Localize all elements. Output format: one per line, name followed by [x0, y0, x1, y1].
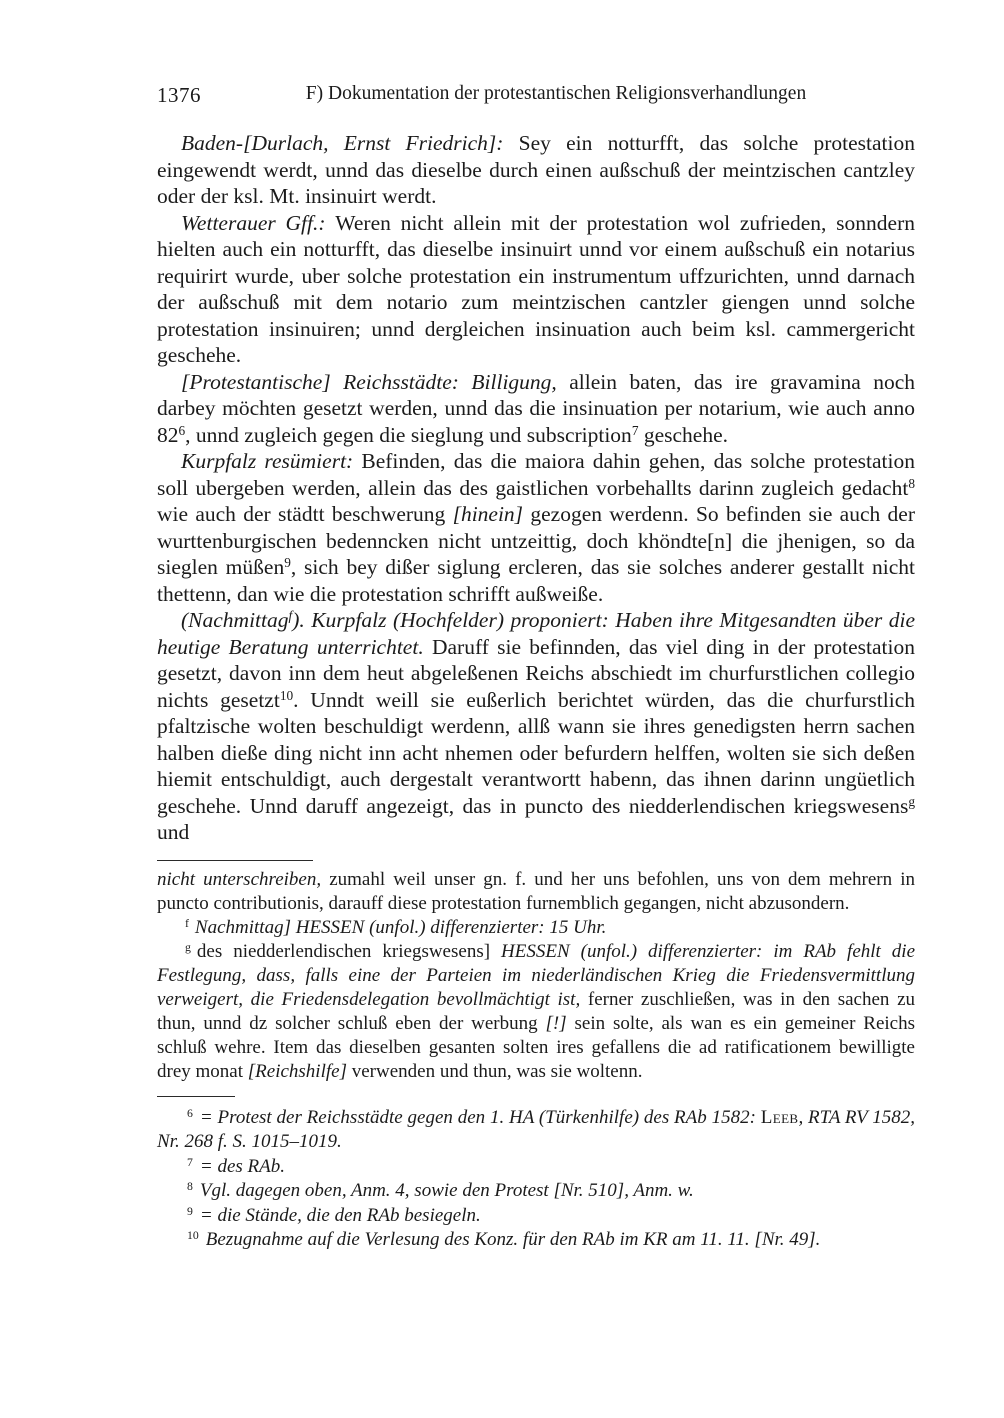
text-run: Bezugnahme auf die Verlesung des Konz. für den RAb im KR am 11. 11. [Nr. 49].	[205, 1229, 821, 1250]
text-run: Kurpfalz resümiert:	[181, 449, 362, 473]
text-run: 10	[279, 687, 294, 703]
footnote-number: 10	[187, 1229, 199, 1243]
running-head: F) Dokumentation der protestantischen Religionsverhandlungen	[305, 83, 807, 104]
page-number: 1376	[157, 83, 201, 107]
text-run: Wetterauer Gff.:	[181, 210, 336, 235]
text-run: geschehe.	[638, 422, 729, 447]
paragraph	[157, 369, 915, 449]
text-run: Daruff sie befinnden, das viel ding in der protestation gesetzt, davon inn dem heut abgeleßenen Reichs abschiedt im churfurstlichen collegio nichts gesetzt	[157, 634, 915, 712]
apparatus-note	[157, 940, 915, 1084]
running-head-row	[157, 83, 915, 109]
text-run: , sich bey dißer siglung ercleren, das sie solches anderer gestallt nicht thettenn, dan wie die protestation schrifft außweiße.	[157, 555, 915, 606]
footnote-number: 9	[187, 1204, 193, 1218]
text-run: Vgl. dagegen oben, Anm. 4, sowie den Protest [Nr. 510], Anm. w.	[199, 1180, 694, 1201]
text-run: Nachmittag] HESSEN (unfol.) differenzierter: 15 Uhr.	[194, 916, 607, 938]
text-run: und	[157, 820, 190, 844]
text-run: allein baten, das ire gravamina noch darbey möchten gesetzt werden, unnd das die insinuation per notarium, wie auch anno 82	[157, 369, 915, 447]
footnote-number: 8	[187, 1180, 193, 1194]
footnote	[157, 1106, 915, 1155]
text-run: = Protest der Reichsstädte gegen den 1. HA (Türkenhilfe) des RAb 1582:	[199, 1106, 761, 1128]
apparatus-note	[157, 916, 915, 940]
text-run: nicht unterschreiben,	[157, 868, 330, 890]
text-run: Leeb	[760, 1106, 799, 1128]
text-run: , RTA RV 1582, Nr. 268 f. S. 1015–1019.	[157, 1106, 915, 1152]
apparatus-notes	[157, 868, 915, 1084]
text-run: 7	[631, 422, 639, 438]
apparatus-note-letter: f	[185, 916, 189, 930]
apparatus-note-letter: g	[185, 940, 191, 954]
apparatus-continuation	[157, 868, 915, 916]
text-run: [hinein]	[452, 502, 524, 526]
text-run: gezogen werdenn. So befinden sie auch der wurttenburgischen bedenncken nicht untzeittig, doch khöndte[n] die jhenigen, so da sieglen müßen	[157, 502, 916, 579]
text-run: 6	[178, 422, 186, 438]
text-run: [Protestantische] Reichsstädte: Billigung,	[181, 369, 570, 394]
footnote	[157, 1155, 915, 1180]
apparatus-separator-rule	[157, 860, 313, 861]
text-run: , unnd zugleich gegen die sieglung und subscription	[185, 422, 632, 447]
text-run: g	[908, 793, 915, 809]
footnote	[157, 1179, 915, 1204]
text-run: Weren nicht allein mit der protestation wol zufrieden, sonndern hielten auch ein notturfft, das dieselbe insinuirt unnd vor einem außschuß ein notarius requirirt wurde, uber solche protestation ein instrumentum uffzurichten, unnd darnach der außschuß mit dem notario zum meintzischen cantzler giengen unnd solche protestation insinuiren; unnd dergleichen insinuation auch beim ksl. cammergericht geschehe.	[157, 210, 915, 367]
text-run: [Reichshilfe]	[247, 1060, 347, 1082]
footnote	[157, 1228, 915, 1253]
text-run: ferner zuschließen, was in den sachen zu thun, unnd dz solcher schluß eben der werbung	[157, 988, 915, 1034]
text-run: Sey ein notturfft, das solche protestation eingewendt werdt, unnd das dieselbe durch einen außschuß der meintzischen cantzley oder der ksl. Mt. insinuirt werdt.	[157, 131, 915, 208]
footnote-number: 7	[187, 1155, 193, 1169]
text-run: zumahl weil unser gn. f. und her uns befohlen, uns von dem mehrern in puncto contributionis, darauff diese protestation furnemblich gegangen, nicht abzusondern.	[157, 868, 915, 914]
footnote	[157, 1204, 915, 1229]
text-run: Befinden, das die maiora dahin gehen, das solche protestation soll ubergeben werden, allein das des gaistlichen vorbehallts darinn zugleich gedacht	[157, 449, 915, 500]
text-run: HESSEN (unfol.) differenzierter: im RAb fehlt die Festlegung, dass, falls eine der Parteien im niederländischen Krieg die Friedensvermittlung verweigert, die Friedensdelegation bevollmächtigt ist,	[157, 940, 916, 1010]
text-run: . Unndt weill sie eußerlich berichtet würden, das die churfurstlich pfaltzische wolten beschuldigt werdenn, allß wann sie ihres genedigsten herrn sachen halben dieße ding nicht inn acht nhemen oder befurdern helffen, wolten sie sich deßen hiemit entschuldigt, auch dergestalt verantwortt habenn, das ihnen darinn ungüetlich geschehe. Unnd daruff angezeigt, das in puncto des niedderlendischen kriegswesens	[157, 687, 915, 818]
text-block	[157, 0, 915, 1253]
text-run: 8	[908, 475, 915, 491]
text-run: [!]	[545, 1012, 567, 1034]
text-run: (Nachmittag	[181, 608, 289, 632]
body-text	[157, 130, 915, 846]
footnotes	[157, 1106, 915, 1253]
paragraph	[157, 448, 915, 607]
paragraph	[157, 130, 915, 210]
text-run: sein solte, als wan es ein gemeiner Reichs schluß wehre. Item das dieselben gesanten solten ires gefallens die ad ratificationem bewilligte drey monat	[157, 1012, 916, 1082]
text-run: Baden-[Durlach, Ernst Friedrich]:	[181, 131, 519, 155]
text-run: 9	[284, 555, 291, 571]
text-run: f	[288, 608, 293, 624]
text-run: ). Kurpfalz (Hochfelder) proponiert: Haben ihre Mitgesandten über die heutige Beratung unterrichtet.	[157, 608, 915, 659]
text-run: verwenden und thun, was sie woltenn.	[346, 1060, 643, 1082]
paragraph	[157, 607, 915, 846]
text-run: des niedderlendischen kriegswesens]	[196, 940, 502, 962]
text-run: = des RAb.	[199, 1155, 286, 1177]
text-run: wie auch der städtt beschwerung	[157, 502, 453, 526]
paragraph	[157, 210, 915, 369]
text-run: = die Stände, die den RAb besiegeln.	[199, 1204, 481, 1226]
footnote-separator-rule	[157, 1096, 235, 1097]
footnote-number: 6	[187, 1106, 193, 1120]
